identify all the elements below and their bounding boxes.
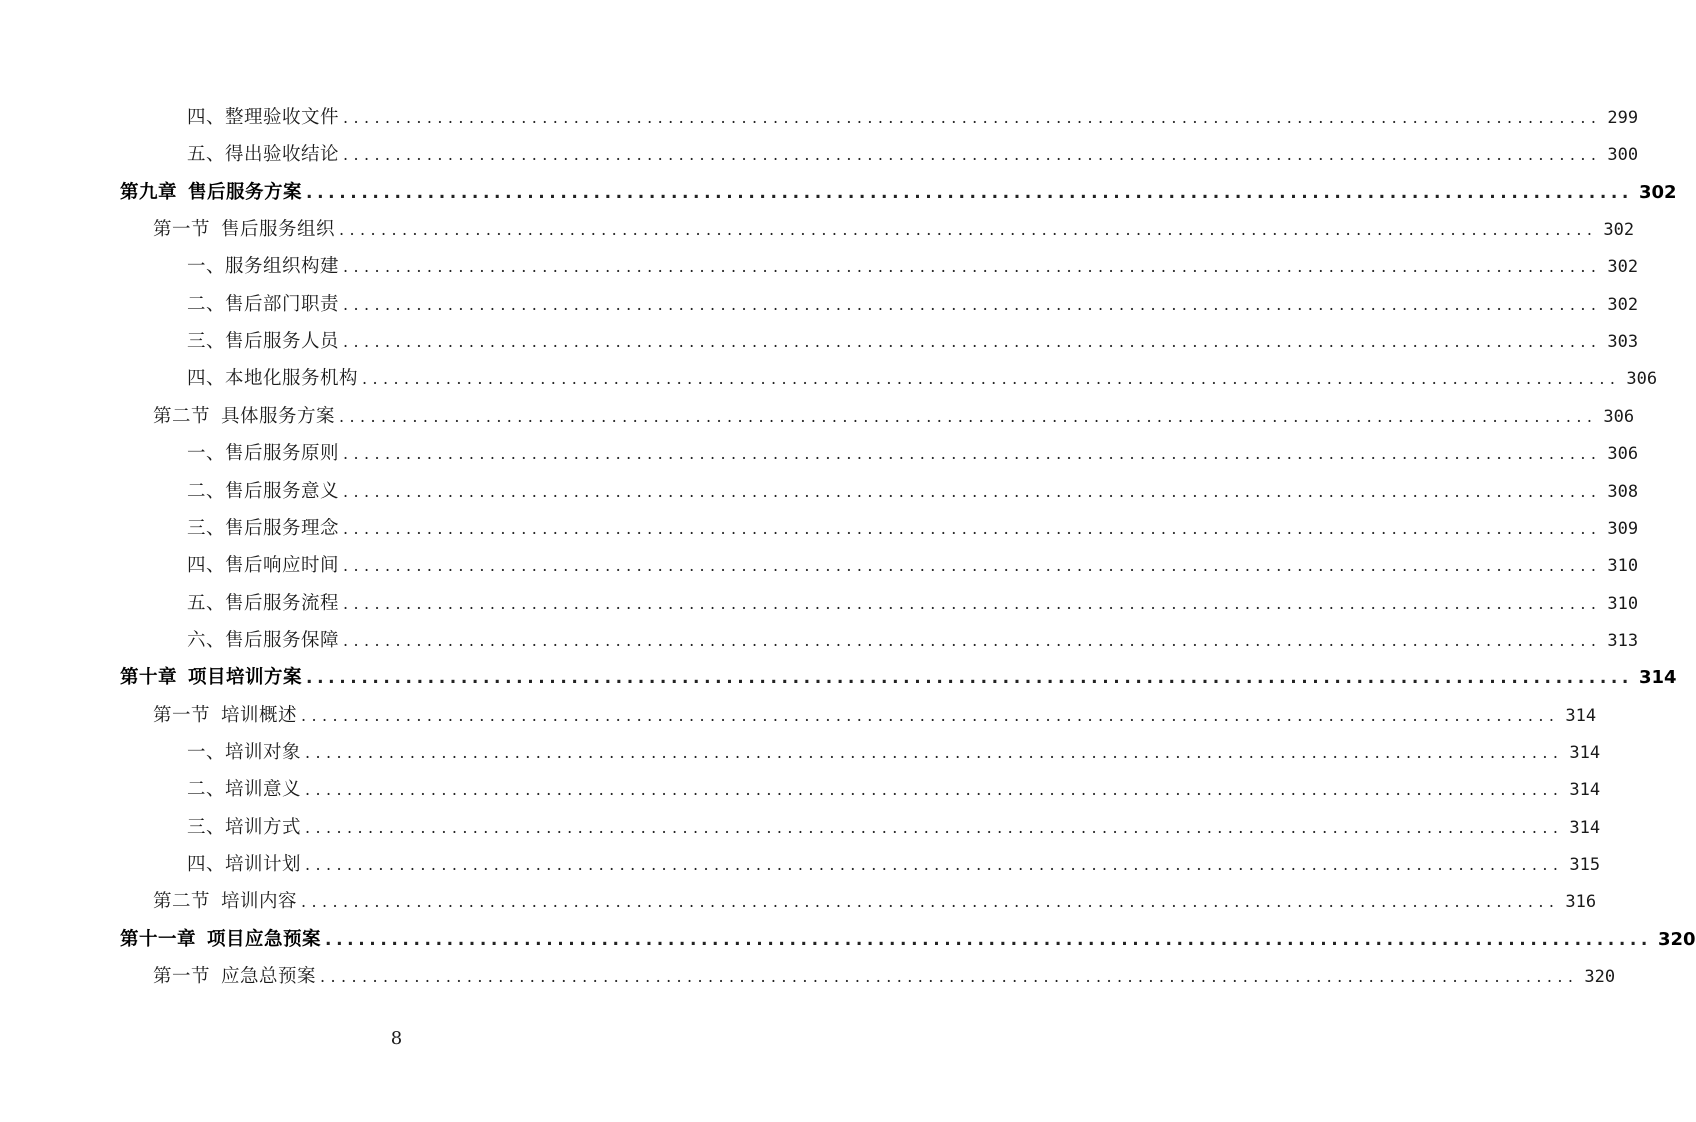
toc-entry-title: 项目应急预案 [207, 928, 322, 950]
toc-entry-title: 售后服务人员 [225, 331, 340, 353]
toc-entry[interactable] [187, 626, 1639, 656]
toc-entry-page: 302 [1607, 294, 1639, 315]
toc-entry-label [187, 589, 339, 619]
toc-entry-title: 培训计划 [225, 854, 302, 875]
toc-dot-leader: ........................................................................................................................ [362, 369, 1621, 389]
toc-entry[interactable] [187, 327, 1639, 357]
toc-entry-page: 320 [1658, 928, 1696, 950]
toc-entry-page: 310 [1607, 556, 1639, 577]
toc-entry-number: 六、 [187, 629, 226, 651]
toc-entry-page: 314 [1569, 742, 1601, 763]
toc-entry-page: 313 [1607, 630, 1639, 651]
toc-entry-number: 第二节 [153, 405, 211, 427]
toc-entry-number: 五、 [187, 592, 226, 614]
toc-dot-leader: ........................................................................................................................ [306, 668, 1633, 689]
toc-entry-number: 四、 [187, 555, 226, 577]
toc-entry-page: 300 [1607, 145, 1639, 166]
toc-dot-leader: ........................................................................................................................ [305, 742, 1564, 762]
toc-entry[interactable] [187, 140, 1639, 170]
toc-entry[interactable] [187, 477, 1639, 507]
toc-entry-number: 三、 [187, 331, 226, 353]
toc-entry-label [187, 290, 339, 320]
toc-entry[interactable] [187, 813, 1601, 843]
toc-entry-page: 299 [1607, 108, 1639, 128]
toc-entry[interactable] [187, 252, 1639, 282]
toc-entry-page: 316 [1565, 892, 1597, 913]
toc-entry-number: 二、 [187, 779, 226, 801]
toc-entry-page: 308 [1607, 481, 1639, 502]
toc-entry[interactable] [120, 925, 1696, 955]
toc-entry-title: 培训对象 [225, 741, 302, 763]
toc-entry-number: 第十一章 [120, 928, 197, 950]
toc-entry-page: 302 [1603, 220, 1635, 241]
toc-entry-label [187, 514, 339, 544]
toc-entry-label [187, 551, 339, 581]
toc-entry-number: 第十章 [120, 667, 178, 689]
toc-dot-leader: ........................................................................................................................ [339, 220, 1598, 240]
toc-entry-label [187, 738, 301, 768]
toc-entry-title: 售后服务保障 [225, 629, 340, 651]
toc-entry-number: 三、 [187, 816, 226, 838]
toc-entry[interactable] [153, 887, 1597, 917]
toc-entry-number: 第九章 [120, 181, 178, 203]
toc-dot-leader: ........................................................................................................................ [301, 705, 1560, 725]
toc-entry-title: 售后服务组织 [221, 219, 336, 241]
toc-entry-title: 售后部门职责 [225, 293, 340, 315]
toc-entry-number: 一、 [187, 443, 226, 465]
toc-entry-label [120, 663, 302, 693]
toc-entry[interactable] [187, 103, 1639, 133]
toc-dot-leader: ........................................................................................................................ [343, 556, 1602, 576]
toc-dot-leader: ........................................................................................................................ [305, 780, 1564, 800]
toc-entry-title: 应急总预案 [221, 966, 317, 988]
toc-entry-label [187, 364, 358, 394]
toc-entry[interactable] [187, 364, 1658, 394]
toc-entry-title: 得出验收结论 [225, 144, 340, 166]
toc-entry-label [120, 178, 302, 208]
toc-entry-title: 售后服务方案 [188, 181, 303, 203]
toc-entry-page: 320 [1584, 967, 1616, 988]
toc-dot-leader: ........................................................................................................................ [343, 145, 1602, 165]
toc-entry-label [187, 813, 301, 843]
toc-entry[interactable] [187, 290, 1639, 320]
toc-entry-number: 二、 [187, 293, 226, 315]
toc-entry-title: 售后服务意义 [225, 480, 340, 502]
toc-dot-leader: ........................................................................................................................ [343, 593, 1602, 613]
toc-dot-leader: ........................................................................................................................ [339, 406, 1598, 426]
toc-entry-title: 培训方式 [225, 816, 302, 838]
toc-entry-page: 302 [1607, 257, 1639, 278]
toc-dot-leader: ........................................................................................................................ [343, 257, 1602, 277]
toc-entry-title: 项目培训方案 [188, 667, 303, 689]
toc-dot-leader: ........................................................................................................................ [343, 332, 1602, 352]
toc-entry-label [153, 887, 297, 917]
toc-dot-leader: ........................................................................................................................ [306, 182, 1633, 203]
toc-entry-label [153, 215, 335, 245]
toc-entry[interactable] [187, 514, 1639, 544]
toc-entry-number: 第一节 [153, 966, 211, 988]
toc-entry-number: 第二节 [153, 891, 211, 913]
toc-entry-number: 二、 [187, 480, 226, 502]
toc-entry[interactable] [187, 439, 1639, 469]
toc-entry-title: 培训内容 [221, 891, 298, 913]
toc-entry-page: 302 [1639, 181, 1677, 203]
toc-entry-title: 售后响应时间 [225, 555, 340, 577]
toc-entry[interactable] [187, 589, 1639, 619]
toc-entry-label [187, 252, 339, 282]
toc-entry-page: 306 [1626, 369, 1658, 390]
toc-entry-label [153, 962, 316, 992]
toc-entry-number: 三、 [187, 517, 226, 539]
toc-dot-leader: ........................................................................................................................ [343, 108, 1602, 127]
toc-entry-label [187, 439, 339, 469]
toc-dot-leader: ........................................................................................................................ [343, 294, 1602, 314]
toc-entry-title: 本地化服务机构 [225, 368, 359, 390]
toc-entry-number: 五、 [187, 144, 226, 166]
toc-entry-number: 四、 [187, 854, 226, 875]
toc-dot-leader: ........................................................................................................................ [343, 481, 1602, 501]
toc-entry[interactable] [187, 775, 1601, 805]
toc-dot-leader: ........................................................................................................................ [305, 817, 1564, 837]
toc-entry-label [187, 626, 339, 656]
toc-dot-leader: ........................................................................................................................ [343, 444, 1602, 464]
toc-entry-number: 第一节 [153, 704, 211, 726]
toc-entry-title: 售后服务原则 [225, 443, 340, 465]
toc-entry-page: 314 [1565, 705, 1597, 726]
toc-entry-page: 314 [1569, 780, 1601, 801]
toc-entry-label [153, 402, 335, 432]
toc-entry-number: 一、 [187, 256, 226, 278]
toc-entry-title: 整理验收文件 [225, 107, 340, 128]
toc-entry[interactable] [187, 738, 1601, 768]
toc-entry-number: 一、 [187, 741, 226, 763]
toc-entry-page: 306 [1603, 406, 1635, 427]
toc-entry[interactable] [120, 178, 1677, 208]
toc-entry-label [187, 103, 339, 133]
toc-entry-label [187, 775, 301, 805]
toc-entry-label [120, 925, 321, 955]
toc-entry[interactable] [153, 701, 1597, 731]
toc-dot-leader: ........................................................................................................................ [305, 855, 1564, 874]
toc-entry-title: 售后服务流程 [225, 592, 340, 614]
toc-entry-title: 培训意义 [225, 779, 302, 801]
toc-entry[interactable] [187, 850, 1601, 880]
toc-entry[interactable] [187, 551, 1639, 581]
toc-entry-label [187, 140, 339, 170]
toc-entry-page: 306 [1607, 444, 1639, 465]
toc-entry-label [187, 850, 301, 880]
toc-entry-page: 314 [1569, 817, 1601, 838]
toc-entry-title: 具体服务方案 [221, 405, 336, 427]
toc-entry-number: 第一节 [153, 219, 211, 241]
toc-entry-title: 服务组织构建 [225, 256, 340, 278]
toc-entry-number: 四、 [187, 368, 226, 390]
toc-entry-page: 309 [1607, 518, 1639, 539]
toc-entry-page: 303 [1607, 332, 1639, 353]
toc-entry-title: 售后服务理念 [225, 517, 340, 539]
toc-entry[interactable] [153, 402, 1635, 432]
toc-entry-label [153, 701, 297, 731]
toc-entry-label [187, 327, 339, 357]
toc-entry[interactable] [120, 663, 1677, 693]
toc-dot-leader: ........................................................................................................................ [343, 518, 1602, 538]
toc-dot-leader: ........................................................................................................................ [343, 630, 1602, 650]
toc-entry[interactable] [153, 962, 1616, 992]
toc-entry[interactable] [153, 215, 1635, 245]
toc-entry-page: 310 [1607, 593, 1639, 614]
toc-dot-leader: ........................................................................................................................ [320, 967, 1579, 987]
toc-entry-number: 四、 [187, 107, 226, 128]
toc-entry-page: 314 [1639, 667, 1677, 689]
toc-dot-leader: ........................................................................................................................ [301, 892, 1560, 912]
toc-entry-page: 315 [1569, 855, 1601, 875]
toc-dot-leader: ........................................................................................................................ [325, 929, 1652, 950]
toc-entry-label [187, 477, 339, 507]
page-number: 8 [390, 1028, 403, 1049]
toc-entry-title: 培训概述 [221, 704, 298, 726]
